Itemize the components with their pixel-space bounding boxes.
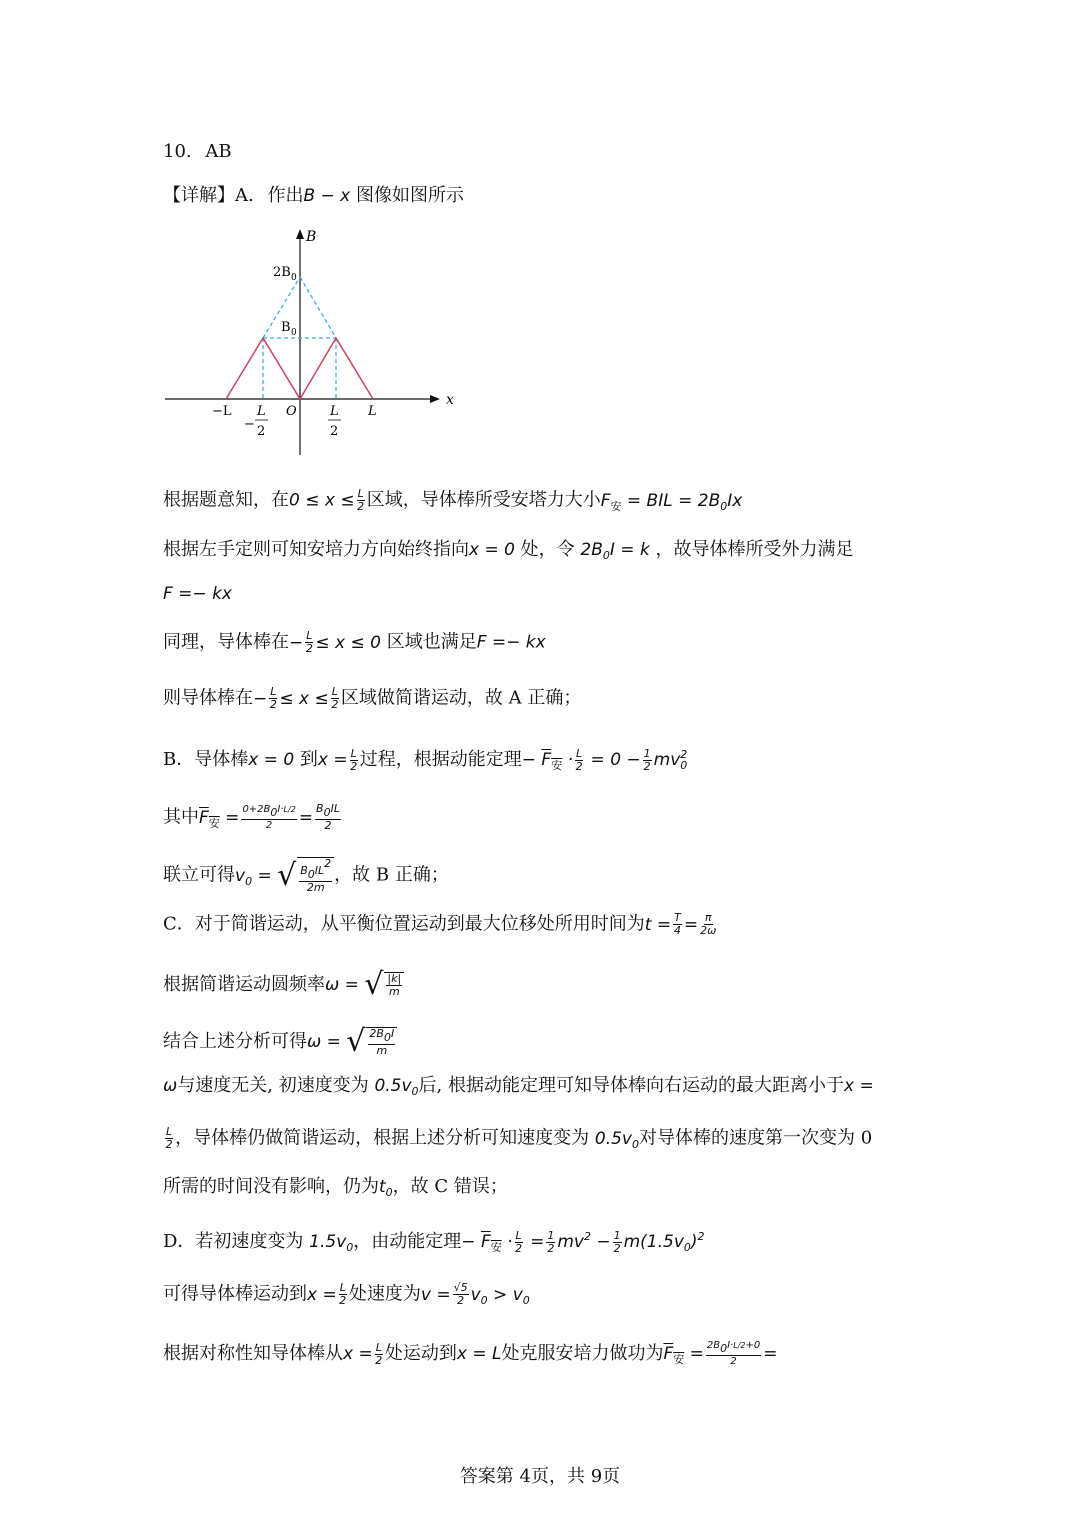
line-6-tail: 过程，根据动能定理 xyxy=(359,749,522,770)
line-13-text: ，导体棒仍做简谐运动，根据上述分析可知速度变为 xyxy=(175,1127,590,1149)
line-12-tail: 后, 根据动能定理可知导体棒向右运动的最大距离小于 xyxy=(418,1075,844,1096)
line-1 xyxy=(163,488,742,519)
line-9-text: C．对于简谐运动，从平衡位置运动到最大位移处所用时间为 xyxy=(163,913,645,935)
formula-k: $2B_0I = k$ xyxy=(580,540,650,562)
label-2b0: 2B xyxy=(273,265,291,280)
formula-hooke-2: F =− kx xyxy=(476,632,546,653)
tick-half-den: 2 xyxy=(330,424,339,439)
formula-hooke: F =− kx xyxy=(163,584,232,604)
line-6 xyxy=(163,743,687,778)
formula-v0: $v_0$ = √ $\frac{B0IL2}{2m}$ xyxy=(235,866,334,886)
dashed-right-slope xyxy=(300,277,336,338)
line-4 xyxy=(163,630,546,655)
line-4-text: 同理，导体棒在 xyxy=(163,631,289,653)
x-axis-arrow xyxy=(430,395,440,403)
line-3 xyxy=(163,582,232,606)
label-b0-sub: 0 xyxy=(291,328,297,338)
formula-x0: x = 0 xyxy=(248,750,295,770)
line-7-text: 其中 xyxy=(163,806,199,828)
line-6-to: 到 xyxy=(299,749,318,770)
formula-half-v0: $0.5v_0$ xyxy=(374,1076,419,1098)
axis-label-x: x xyxy=(446,392,454,408)
frac-l-2-b: $\frac{L}{2}$ xyxy=(165,1125,173,1151)
line-11-text: 结合上述分析可得 xyxy=(163,1031,307,1052)
label-b0: B xyxy=(281,320,291,335)
formula-x-half: x = $\frac{L}{2}$ xyxy=(317,746,358,773)
formula-neg-range: − $\frac{L}{2}$ ≤ x ≤ 0 xyxy=(289,629,381,655)
formula-1-5-v0: $1.5v_0$ xyxy=(309,1232,354,1254)
formula-avg-force-2: $F_安$ = $\frac{2B0I\cdot L/2+0}{2}$ = xyxy=(663,1340,778,1367)
line-15-text: D．若初速度变为 xyxy=(163,1231,304,1252)
line-8-tail: ，故 B 正确； xyxy=(334,864,449,886)
detail-intro: 作出 xyxy=(267,185,304,206)
line-16-mid: 处速度为 xyxy=(348,1283,421,1305)
line-14 xyxy=(163,1175,508,1205)
line-4-tail: 区域也满足 xyxy=(386,631,477,653)
tick-l: L xyxy=(368,404,377,419)
formula-energy-d: − $F_安$ · $\frac{L}{2}$ = $\frac{1}{2}$ $mv^2$ − $\frac{1}{2}$ $m(1.5v_0)^2$ xyxy=(461,1228,705,1255)
detail-function: B − x xyxy=(303,186,351,206)
line-17-mid: 处运动到 xyxy=(384,1343,457,1364)
line-13-tail: 对导体棒的速度第一次变为 0 xyxy=(638,1127,873,1149)
line-6-text: B．导体棒 xyxy=(163,749,249,770)
answer-line xyxy=(163,140,232,164)
line-14-tail: ，故 C 错误； xyxy=(392,1176,508,1197)
line-2-mid: 处，令 xyxy=(520,539,575,560)
line-2-tail: ，故导体棒所受外力满足 xyxy=(655,539,854,560)
line-9 xyxy=(163,912,718,937)
formula-avg-force: $F_安$ = $\frac{0+2B0I\cdot L/2}{2}$ = $\frac{B0IL}{2}$ xyxy=(199,802,340,832)
line-16-text: 可得导体棒运动到 xyxy=(163,1283,307,1305)
y-axis-arrow xyxy=(296,229,304,239)
line-2-text: 根据左手定则可知安培力方向始终指向 xyxy=(163,539,469,560)
formula-omega: ω = √ $\frac{|k|}{m}$ xyxy=(325,975,404,995)
formula-force: $F_安$ = BIL = $2B_0Ix$ xyxy=(600,490,743,513)
line-5-tail: 区域做简谐运动，故 A 正确； xyxy=(340,687,582,709)
formula-x-half-3: x = $\frac{L}{2}$ xyxy=(343,1340,383,1367)
page-footer: 答案第 4页，共 9页 xyxy=(459,1466,621,1487)
tick-neg-half-den: 2 xyxy=(257,424,266,439)
line-17 xyxy=(163,1340,778,1372)
formula-full-range: − $\frac{L}{2}$ ≤ x ≤ $\frac{L}{2}$ xyxy=(253,685,339,711)
line-8-text: 联立可得 xyxy=(163,864,235,886)
line-12-text: 与速度无关, 初速度变为 xyxy=(177,1075,369,1096)
answer-choice: AB xyxy=(205,141,232,162)
tick-neg-half-minus: − xyxy=(244,417,255,432)
omega-symbol: ω xyxy=(163,1076,178,1096)
detail-intro-tail: 图像如图所示 xyxy=(355,185,464,206)
tick-origin: O xyxy=(286,404,297,419)
formula-time: t = $\frac{T}{4}$ = $\frac{\pi}{2\omega}$ xyxy=(644,911,717,937)
b-x-graph xyxy=(160,225,460,460)
line-11 xyxy=(163,1024,397,1059)
line-1-text: 根据题意知，在 xyxy=(163,489,289,511)
line-8 xyxy=(163,857,449,894)
line-17-text: 根据对称性知导体棒从 xyxy=(163,1343,343,1364)
formula-half-v0-2: $0.5v_0$ xyxy=(594,1128,639,1151)
tick-neg-half-num: L xyxy=(257,404,266,419)
formula-x-half-2: x = $\frac{L}{2}$ xyxy=(307,1281,347,1307)
formula-x-l: x = L xyxy=(456,1344,502,1364)
axis-label-b: B xyxy=(306,229,317,245)
line-13 xyxy=(163,1126,872,1157)
formula-x-eq: x = xyxy=(844,1076,874,1096)
question-number: 10. xyxy=(163,141,192,162)
detail-line xyxy=(163,184,464,208)
formula-omega-2: ω = √ $\frac{2B0I}{m}$ xyxy=(307,1032,397,1052)
formula-v: v = $\frac{√5}{2}$ $v_0 > v_0$ xyxy=(420,1281,530,1307)
line-2 xyxy=(163,538,854,568)
line-15 xyxy=(163,1225,705,1260)
line-15-mid: ，由动能定理 xyxy=(353,1231,462,1252)
formula-energy-b: − $F_安$ · $\frac{L}{2}$ = 0 − $\frac{1}{2}$ $mv^2_0$ xyxy=(521,746,688,773)
line-10-text: 根据简谐运动圆频率 xyxy=(163,974,325,995)
formula-t0: $t_0$ xyxy=(379,1177,393,1199)
line-16 xyxy=(163,1282,530,1313)
frac-l-over-2: $\frac{L}{2}$ xyxy=(357,487,365,513)
detail-label: 【详解】A. xyxy=(163,185,254,206)
line-10 xyxy=(163,967,404,1002)
tick-neg-l: −L xyxy=(212,404,232,419)
tick-half-num: L xyxy=(330,404,339,419)
formula-x-zero: x = 0 xyxy=(469,540,515,560)
line-7 xyxy=(163,803,343,836)
line-17-tail: 处克服安培力做功为 xyxy=(501,1343,664,1364)
line-1-region: 区域，导体棒所受安塔力大小 xyxy=(366,489,601,511)
label-2b0-sub: 0 xyxy=(291,273,297,283)
line-14-text: 所需的时间没有影响，仍为 xyxy=(163,1176,379,1197)
line-5-text: 则导体棒在 xyxy=(163,687,253,709)
formula-range: 0 ≤ x ≤ xyxy=(289,490,355,511)
line-12 xyxy=(163,1074,874,1104)
line-5 xyxy=(163,686,581,711)
